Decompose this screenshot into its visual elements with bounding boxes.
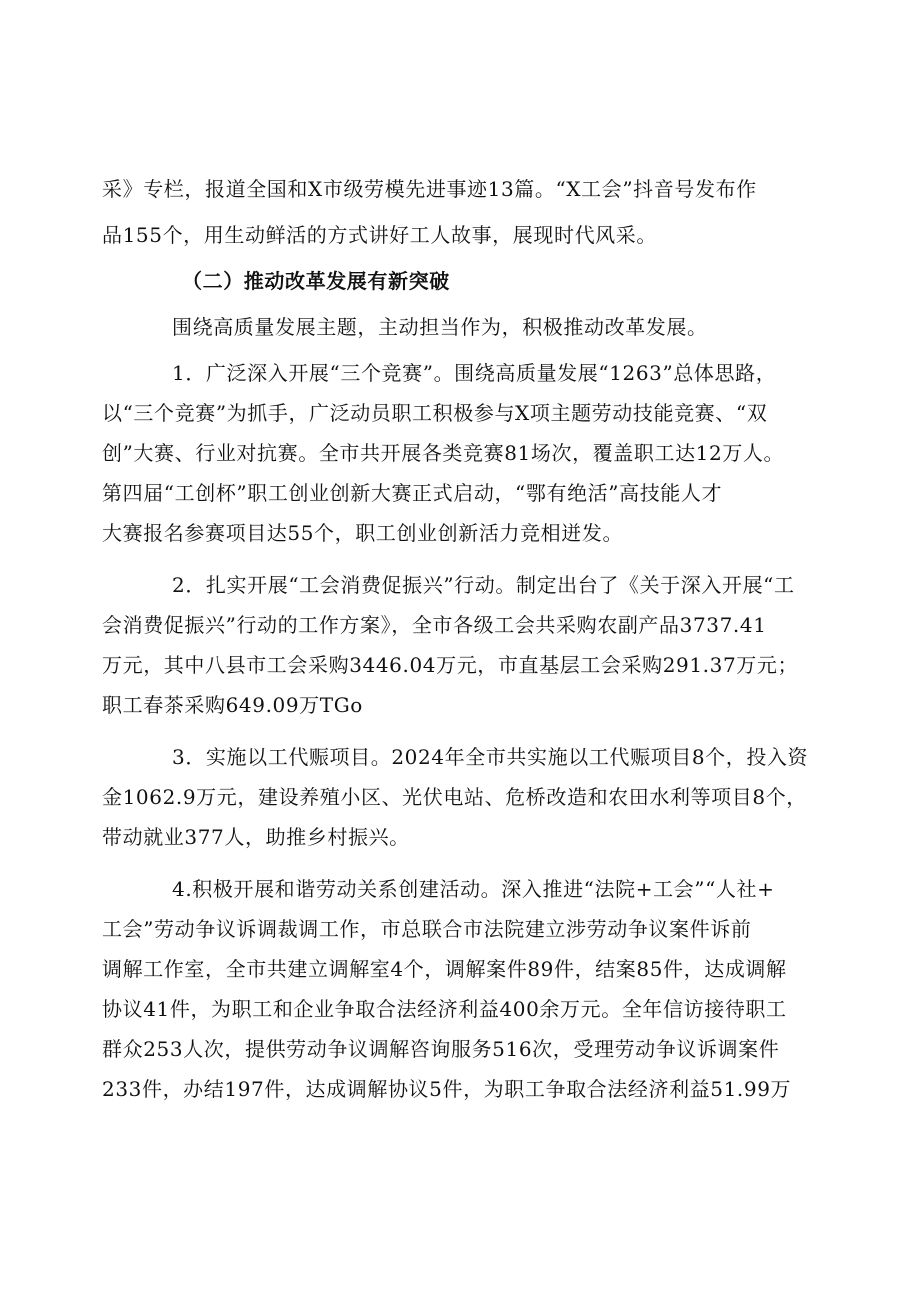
paragraph-line: 2．扎实开展“工会消费促振兴”行动。制定出台了《关于深入开展“工 xyxy=(172,573,795,597)
paragraph-line: 大赛报名参赛项目达55个，职工创业创新活力竞相迸发。 xyxy=(102,521,624,545)
paragraph-line: 万元，其中八县市工会采购3446.04万元，市直基层工会采购291.37万元； xyxy=(102,653,799,677)
paragraph-line: 3．实施以工代赈项目。2024年全市共实施以工代赈项目8个，投入资 xyxy=(172,745,809,769)
paragraph-line: 工会”劳动争议诉调裁调工作，市总联合市法院建立涉劳动争议案件诉前 xyxy=(102,917,752,941)
section-heading: （二）推动改革发展有新突破 xyxy=(182,269,450,293)
paragraph-line: 233件，办结197件，达成调解协议5件，为职工争取合法经济利益51.99万 xyxy=(102,1077,792,1101)
paragraph-line: 围绕高质量发展主题，主动担当作为，积极推动改革发展。 xyxy=(172,315,708,339)
document-body xyxy=(102,170,822,1110)
paragraph-line: 职工春茶采购649.09万TGo xyxy=(102,693,363,717)
paragraph-line: 4.积极开展和谐劳动关系创建活动。深入推进“法院+工会”“人社+ xyxy=(172,877,775,901)
paragraph-line: 协议41件，为职工和企业争取合法经济利益400余万元。全年信访接待职工 xyxy=(102,997,787,1021)
paragraph-line: 第四届“工创杯”职工创业创新大赛正式启动，“鄂有绝活”高技能人才 xyxy=(102,481,723,505)
paragraph-line: 创”大赛、行业对抗赛。全市共开展各类竞赛81场次，覆盖职工达12万人。 xyxy=(102,441,785,465)
paragraph-line: 金1062.9万元，建设养殖小区、光伏电站、危桥改造和农田水利等项目8个， xyxy=(102,785,807,809)
paragraph-line: 会消费促振兴”行动的工作方案》，全市各级工会共采购农副产品3737.41 xyxy=(102,613,767,637)
paragraph-line: 以“三个竞赛”为抓手，广泛动员职工积极参与X项主题劳动技能竞赛、“双 xyxy=(102,401,768,425)
paragraph-line: 1．广泛深入开展“三个竞赛”。围绕高质量发展“1263”总体思路， xyxy=(172,361,777,385)
paragraph-line: 品155个，用生动鲜活的方式讲好工人故事，展现时代风采。 xyxy=(102,223,657,247)
paragraph-line: 群众253人次，提供劳动争议调解咨询服务516次，受理劳动争议诉调案件 xyxy=(102,1037,780,1061)
paragraph-line: 采》专栏，报道全国和X市级劳模先进事迹13篇。“X工会”抖音号发布作 xyxy=(102,177,757,201)
paragraph-line: 调解工作室，全市共建立调解室4个，调解案件89件，结案85件，达成调解 xyxy=(102,957,787,981)
paragraph-line: 带动就业377人，助推乡村振兴。 xyxy=(102,825,410,849)
